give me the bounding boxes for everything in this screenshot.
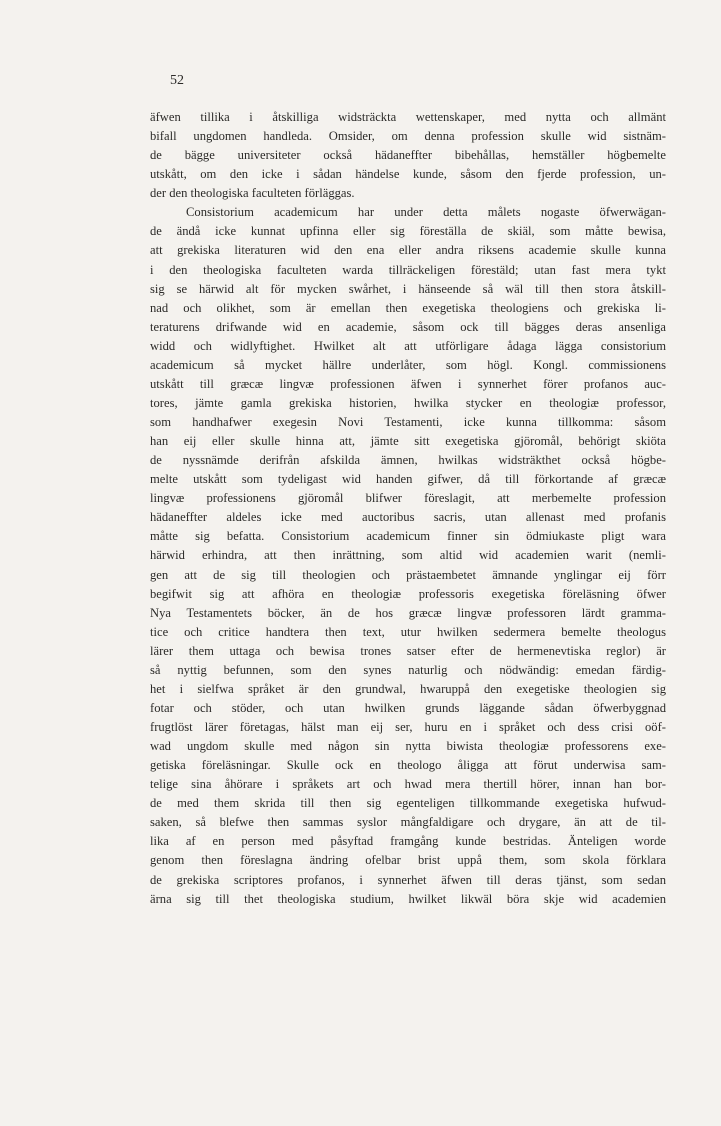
text-line: sig se härwid alt för mycken swårhet, i hänseende så wäl till then stora åtskill- — [150, 281, 666, 296]
text-line: de ändå icke kunnat upfinna eller sig föreställa de skiäl, som måtte bewisa, — [150, 224, 666, 239]
text-line: lingvæ professionens gjöromål blifwer föreslagit, att merbemelte profession — [150, 491, 666, 506]
text-line: het i sielfwa språket är den grundwal, hwaruppå den exegetiske theologien sig — [150, 681, 666, 696]
text-line: widd och widlyftighet. Hwilket alt att utförligare ådaga lägga consistorium — [150, 338, 666, 353]
text-line: att grekiska literaturen wid den ena eller andra riksens academie skulle kunna — [150, 243, 666, 258]
text-line: telige sina åhörare i språkets art och hwad mera thertill hörer, innan han bor- — [150, 777, 666, 792]
text-line: måtte sig befatta. Consistorium academicum finner sin ödmiukaste pligt wara — [150, 529, 666, 544]
text-line: nad och olikhet, som är emellan then exegetiska theologiens och grekiska li- — [150, 300, 666, 315]
text-line: så nyttig befunnen, som den synes naturlig och nödwändig: emedan färdig- — [150, 662, 666, 677]
text-line: melte utskått som tydeligast wid handen gifwer, då till förkortande af græcæ — [150, 472, 666, 487]
text-line: genom then föreslagna ändring ofelbar brist uppå them, som skola förklara — [150, 853, 666, 868]
text-line: begifwit sig att afhöra en theologiæ professoris exegetiska föreläsning öfwer — [150, 586, 666, 601]
text-line: wad ungdom skulle med någon sin nytta biwista theologiæ professorens exe- — [150, 739, 666, 754]
text-line: saken, så blefwe then sammas syslor mångfaldigare och drygare, än att de til- — [150, 815, 666, 830]
page-number: 52 — [170, 73, 184, 88]
text-line: der den theologiska faculteten förläggas. — [150, 186, 355, 201]
text-line: academicum så mycket hällre underlåter, som högl. Kongl. commissionens — [150, 357, 666, 372]
text-line: getiska föreläsningar. Skulle ock en theologo åligga att förut underwisa sam- — [150, 758, 666, 773]
text-line: lika af en person med påsyftad framgång kunde bestridas. Änteligen worde — [150, 834, 666, 849]
text-line: utskått, om den icke i sådan händelse kunde, såsom den fjerde profession, un- — [150, 167, 666, 182]
text-line: bifall ungdomen handleda. Omsider, om denna profession skulle wid sistnäm- — [150, 129, 666, 144]
text-line: ärna sig till thet theologiska studium, hwilket likwäl böra skje wid academien — [150, 891, 666, 906]
text-line: utskått till græcæ lingvæ professionen äfwen i synnerhet förer profanos auc- — [150, 376, 666, 391]
text-line: gen att de sig till theologien och prästaembetet ämnande ynglingar eij förr — [150, 567, 666, 582]
text-line: härwid erhindra, att then inrättning, som altid wid academien warit (nemli- — [150, 548, 666, 563]
text-line: som handhafwer exegesin Novi Testamenti, icke kunna tillkomma: såsom — [150, 415, 666, 429]
body-text — [150, 108, 666, 909]
text-line: tice och critice handtera then text, utur hwilken sedermera bemelte theologus — [150, 624, 666, 639]
text-line: frugtlöst lärer företagas, hälst man eij ser, huru en i språket och dess crisi oöf- — [150, 720, 666, 734]
text-line: de nyssnämde derifrån afskilda ämnen, hwilkas widsträkthet också högbe- — [150, 453, 666, 468]
text-line: teraturens drifwande wid en academie, såsom ock till bägges deras ansenliga — [150, 319, 666, 334]
text-line: lärer them uttaga och bewisa trones satser efter de hermenevtiska reglor) är — [150, 643, 666, 658]
text-line: de med them skrida till then sig egenteligen tillkommande exegetiska hufwud- — [150, 796, 666, 811]
text-line: han eij eller skulle hinna att, jämte sitt exegetiska gjöromål, behörigt skiöta — [150, 434, 666, 449]
text-line: de grekiska scriptores profanos, i synnerhet äfwen till deras tjänst, som sedan — [150, 872, 666, 887]
text-line: fotar och stöder, och utan hwilken grunds läggande sådan öfwerbyggnad — [150, 700, 666, 715]
text-line: tores, jämte gamla grekiska historien, hwilka stycker en theologiæ professor, — [150, 395, 666, 410]
text-line: i den theologiska faculteten warda tillräckeligen förestäld; utan fast mera tykt — [150, 262, 666, 277]
text-line: de bägge universiteter också hädaneffter bibehållas, hemställer högbemelte — [150, 148, 666, 163]
text-line: Consistorium academicum har under detta målets nogaste öfwerwägan- — [186, 205, 666, 220]
text-line: hädaneffter aldeles icke med auctoribus sacris, utan allenast med profanis — [150, 510, 666, 525]
text-line: äfwen tillika i åtskilliga widsträckta wettenskaper, med nytta och allmänt — [150, 110, 666, 124]
text-line: Nya Testamentets böcker, än de hos græcæ lingvæ professoren lärdt gramma- — [150, 605, 666, 620]
